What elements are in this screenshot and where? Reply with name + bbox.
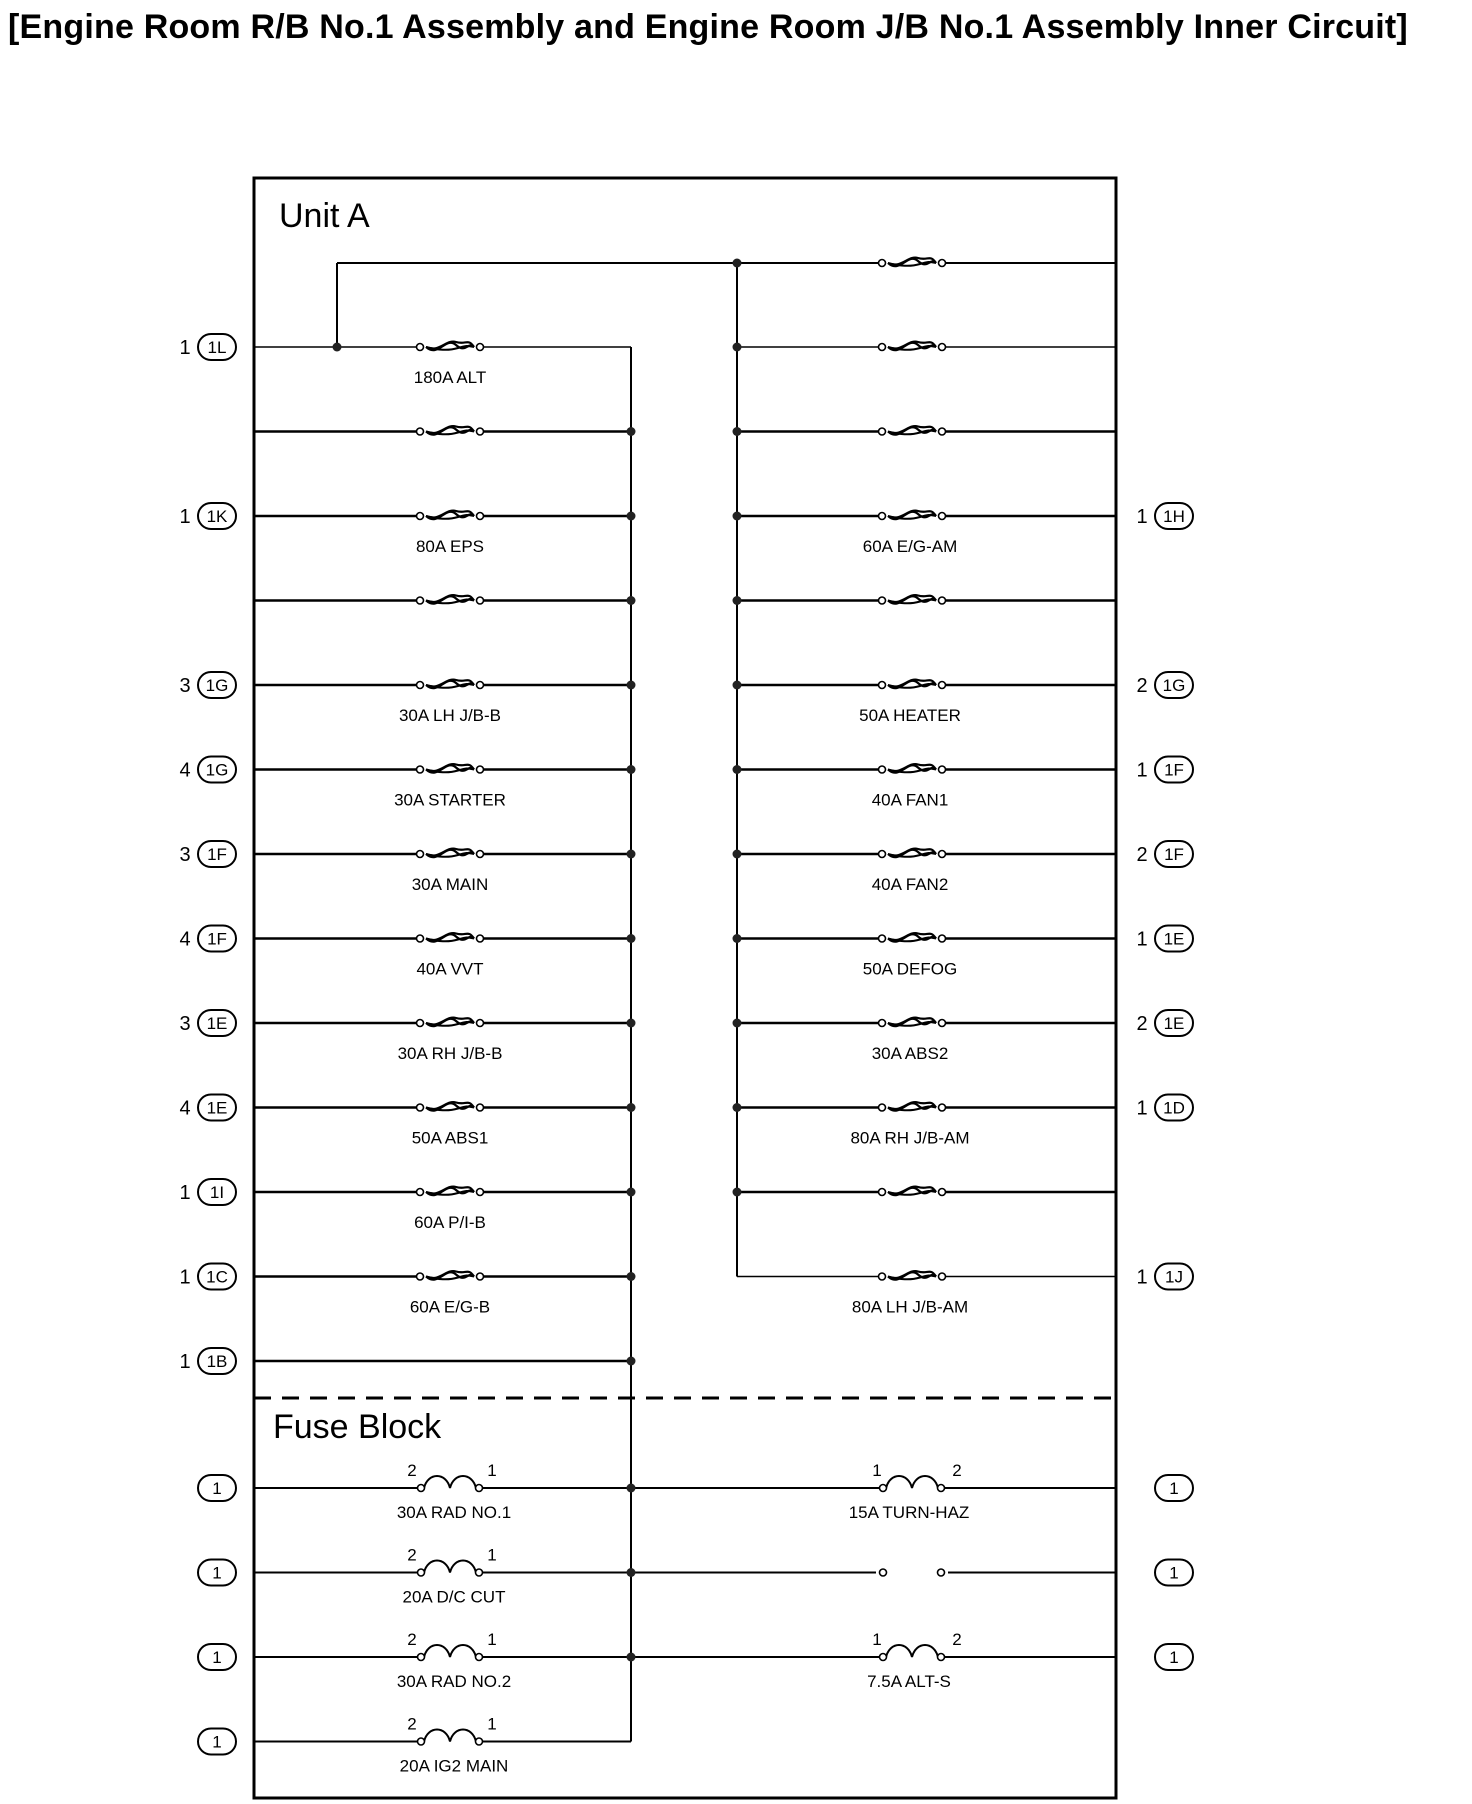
fuse-terminal [879, 766, 886, 773]
fuse-label: 30A LH J/B-B [398, 706, 502, 725]
bus-junction-dot [627, 850, 636, 859]
fusible-link-icon [886, 341, 938, 353]
bus-junction-dot [627, 1019, 636, 1028]
fuse-label: 50A HEATER [859, 706, 961, 725]
pin-number: 2 [1136, 844, 1148, 866]
fuse-terminal [476, 1738, 483, 1745]
fusible-link-icon [886, 848, 938, 860]
fuse-pin-number: 2 [952, 1630, 962, 1649]
fuse-terminal [477, 1104, 484, 1111]
connector-id: 1 [1169, 1648, 1179, 1667]
fusible-link-icon [886, 595, 938, 607]
section-label-fuse-block: Fuse Block [273, 1408, 442, 1446]
bus-junction-dot [627, 1653, 636, 1662]
bus-junction-dot [733, 765, 742, 774]
fuse-icon [424, 1474, 476, 1490]
fuse-terminal [417, 1189, 424, 1196]
pin-number: 1 [179, 1351, 191, 1373]
fuse-terminal [939, 513, 946, 520]
fuse-terminal [879, 1020, 886, 1027]
connector-id: 1H [1163, 507, 1185, 526]
pin-number: 2 [1136, 675, 1148, 697]
connector-id: 1B [206, 1352, 228, 1371]
connector-id: 1G [1162, 676, 1186, 695]
fuse-label: 30A MAIN [411, 875, 489, 894]
fuse-label: 80A EPS [415, 537, 485, 556]
pin-number: 4 [179, 759, 191, 782]
bus-junction-dot [733, 850, 742, 859]
fuse-terminal [939, 1104, 946, 1111]
fuse-label: 30A STARTER [394, 790, 506, 810]
fuse-terminal [477, 935, 484, 942]
connector-id: 1G [205, 760, 229, 780]
fusible-link-icon [424, 679, 476, 691]
fuse-label: 40A VVT [416, 959, 484, 979]
assembly-outline [254, 178, 1116, 1798]
connector-id: 1 [212, 1563, 222, 1583]
pin-number: 2 [1136, 1013, 1148, 1035]
fuse-label: 50A ABS1 [411, 1128, 489, 1148]
fuse-terminal [477, 344, 484, 351]
fuse-terminal [417, 1273, 424, 1280]
fuse-pin-number: 2 [952, 1461, 962, 1480]
fuse-label: 40A FAN2 [871, 875, 949, 894]
fusible-link-icon [886, 510, 938, 522]
bus-junction-dot [627, 1357, 636, 1366]
fuse-terminal [879, 513, 886, 520]
fuse-terminal [477, 851, 484, 858]
bus-junction-dot [733, 1103, 742, 1112]
fuse-pin-number: 1 [487, 1545, 497, 1565]
bus-junction-dot [627, 596, 636, 605]
fuse-label: 30A RAD NO.2 [396, 1672, 512, 1691]
connector-id: 1 [212, 1648, 222, 1667]
fusible-link-icon [424, 510, 476, 522]
pin-number: 1 [1136, 759, 1148, 782]
fuse-terminal [417, 428, 424, 435]
fuse-pin-number: 2 [407, 1461, 417, 1480]
fuse-terminal [939, 1020, 946, 1027]
fuse-pin-number: 2 [407, 1630, 417, 1649]
connector-id: 1G [205, 676, 229, 695]
fuse-pin-number: 2 [407, 1545, 417, 1565]
fuse-terminal [477, 513, 484, 520]
connector-id: 1E [206, 1098, 228, 1118]
connector-id: 1E [206, 1014, 228, 1033]
fuse-terminal [477, 1020, 484, 1027]
bus-junction-dot [627, 1188, 636, 1197]
bus-junction-dot [627, 427, 636, 436]
fuse-label: 30A RAD NO.1 [396, 1503, 512, 1522]
fuse-terminal [879, 344, 886, 351]
bus-junction-dot [627, 1103, 636, 1112]
fuse-label: 30A RH J/B-B [397, 1044, 503, 1063]
bus-junction-dot [627, 681, 636, 690]
fuse-label: 60A E/G-B [409, 1297, 491, 1317]
bus-junction-dot [627, 934, 636, 943]
fusible-link-icon [424, 1102, 476, 1114]
fuse-terminal [879, 1104, 886, 1111]
connector-id: 1 [212, 1732, 222, 1752]
bus-junction-dot [733, 681, 742, 690]
pin-number: 3 [179, 1013, 191, 1035]
fuse-terminal [879, 597, 886, 604]
fuse-label: 30A ABS2 [871, 1044, 949, 1063]
pin-number: 1 [179, 337, 191, 359]
fuse-terminal [477, 682, 484, 689]
fuse-label: 50A DEFOG [862, 959, 958, 979]
fuse-terminal [938, 1654, 945, 1661]
fuse-icon [424, 1559, 476, 1575]
bus-junction-dot [627, 1568, 636, 1577]
connector-id: 1 [212, 1479, 222, 1498]
bus-junction-dot [733, 1019, 742, 1028]
connector-id: 1 [1169, 1479, 1179, 1498]
fuse-terminal [879, 1273, 886, 1280]
pin-number: 3 [179, 844, 191, 866]
connector-id: 1I [209, 1183, 225, 1202]
fuse-pin-number: 1 [487, 1461, 497, 1480]
splice-dot [333, 343, 342, 352]
fuse-terminal [939, 1273, 946, 1280]
fusible-link-icon [424, 764, 476, 776]
connector-id: 1F [207, 845, 227, 864]
connector-id: 1F [207, 929, 227, 949]
fuse-pin-number: 1 [487, 1630, 497, 1649]
fusible-link-icon [886, 257, 938, 269]
fuse-terminal [477, 428, 484, 435]
bus-junction-dot [733, 427, 742, 436]
fuse-icon [886, 1474, 938, 1490]
fuse-icon [424, 1728, 476, 1744]
fuse-label: 60A P/I-B [414, 1213, 486, 1232]
fuse-terminal [879, 935, 886, 942]
fusible-link-icon [886, 426, 938, 438]
fuse-pin-number: 1 [872, 1461, 882, 1480]
fusible-link-icon [886, 1271, 938, 1283]
fuse-terminal [477, 597, 484, 604]
fusible-link-icon [886, 933, 938, 945]
connector-id: 1L [207, 338, 227, 357]
connector-id: 1K [206, 507, 228, 526]
connector-id: 1C [206, 1267, 228, 1287]
fuse-terminal [418, 1569, 425, 1576]
fuse-pin-number: 1 [872, 1630, 882, 1649]
fuse-terminal [939, 597, 946, 604]
fuse-terminal [476, 1569, 483, 1576]
pin-number: 1 [1136, 1097, 1148, 1120]
fuse-terminal [939, 260, 946, 267]
fuse-terminal [939, 766, 946, 773]
pin-number: 1 [179, 506, 191, 528]
connector-id: 1D [1163, 1098, 1185, 1118]
connector-id: 1 [1169, 1563, 1179, 1583]
bus-junction-dot [733, 512, 742, 521]
fuse-label: 20A IG2 MAIN [399, 1756, 509, 1776]
fuse-terminal [939, 935, 946, 942]
fusible-link-icon [424, 1186, 476, 1198]
fusible-link-icon [886, 1186, 938, 1198]
fuse-icon [424, 1643, 476, 1659]
bus-junction-dot [627, 512, 636, 521]
fuse-label: 7.5A ALT-S [867, 1672, 951, 1691]
fuse-terminal [939, 851, 946, 858]
fuse-terminal [418, 1654, 425, 1661]
fuse-terminal [879, 851, 886, 858]
fuse-terminal [417, 682, 424, 689]
empty-slot-terminal [938, 1569, 945, 1576]
pin-number: 1 [1136, 506, 1148, 528]
fuse-terminal [879, 428, 886, 435]
fuse-terminal [879, 682, 886, 689]
fuse-terminal [938, 1485, 945, 1492]
fuse-terminal [880, 1654, 887, 1661]
fuse-terminal [939, 344, 946, 351]
wiring [254, 263, 1116, 1742]
pin-number: 3 [179, 675, 191, 697]
fuse-terminal [417, 513, 424, 520]
fuse-pin-number: 2 [407, 1714, 417, 1734]
fuse-terminal [476, 1654, 483, 1661]
pin-number: 4 [179, 1097, 191, 1120]
fusible-link-icon [424, 426, 476, 438]
fuse-terminal [417, 1020, 424, 1027]
circuit-marks [179, 257, 1193, 1776]
fuse-terminal [939, 1189, 946, 1196]
fusible-link-icon [424, 595, 476, 607]
bus-junction-dot [627, 1484, 636, 1493]
fuse-terminal [417, 1104, 424, 1111]
fuse-terminal [417, 935, 424, 942]
bus-junction-dot [733, 596, 742, 605]
fuse-terminal [417, 344, 424, 351]
fuse-terminal [477, 766, 484, 773]
fusible-link-icon [424, 1271, 476, 1283]
fusible-link-icon [886, 679, 938, 691]
fuse-terminal [417, 597, 424, 604]
fuse-label: 180A ALT [413, 368, 487, 387]
bus-junction-dot [733, 1188, 742, 1197]
connector-id: 1E [1163, 929, 1185, 949]
fusible-link-icon [886, 1102, 938, 1114]
fuse-label: 80A RH J/B-AM [850, 1128, 970, 1148]
bus-junction-dot [627, 1272, 636, 1281]
empty-slot-terminal [880, 1569, 887, 1576]
bus-junction-dot [627, 765, 636, 774]
fuse-terminal [879, 1189, 886, 1196]
fusible-link-icon [424, 848, 476, 860]
fuse-terminal [477, 1189, 484, 1196]
fuse-terminal [417, 766, 424, 773]
fuse-terminal [418, 1738, 425, 1745]
fuse-terminal [418, 1485, 425, 1492]
fusible-link-icon [424, 1017, 476, 1029]
fusible-link-icon [424, 341, 476, 353]
fuse-label: 20A D/C CUT [402, 1587, 506, 1607]
fusible-link-icon [424, 933, 476, 945]
pin-number: 1 [179, 1182, 191, 1204]
pin-number: 1 [1136, 1266, 1148, 1289]
fusible-link-icon [886, 764, 938, 776]
fuse-icon [886, 1643, 938, 1659]
junction-dot [733, 259, 742, 268]
pin-number: 4 [179, 928, 191, 951]
fuse-label: 15A TURN-HAZ [848, 1503, 970, 1522]
bus-junction-dot [733, 343, 742, 352]
pin-number: 1 [179, 1266, 191, 1289]
fuse-label: 60A E/G-AM [862, 537, 958, 556]
fuse-label: 40A FAN1 [871, 790, 949, 810]
section-label-unit-a: Unit A [279, 197, 370, 235]
fuse-terminal [939, 428, 946, 435]
connector-id: 1J [1165, 1267, 1183, 1287]
connector-id: 1E [1163, 1014, 1185, 1033]
fuse-terminal [417, 851, 424, 858]
fusible-link-icon [886, 1017, 938, 1029]
fuse-pin-number: 1 [487, 1714, 497, 1734]
fuse-terminal [477, 1273, 484, 1280]
connector-id: 1F [1164, 760, 1184, 780]
fuse-terminal [476, 1485, 483, 1492]
connector-id: 1F [1164, 845, 1184, 864]
fuse-label: 80A LH J/B-AM [851, 1297, 969, 1317]
fuse-terminal [939, 682, 946, 689]
fuse-terminal [880, 1485, 887, 1492]
pin-number: 1 [1136, 928, 1148, 951]
fuse-terminal [879, 260, 886, 267]
bus-junction-dot [733, 934, 742, 943]
page-title: [Engine Room R/B No.1 Assembly and Engine Room J/B No.1 Assembly Inner Circuit] [8, 8, 1408, 46]
